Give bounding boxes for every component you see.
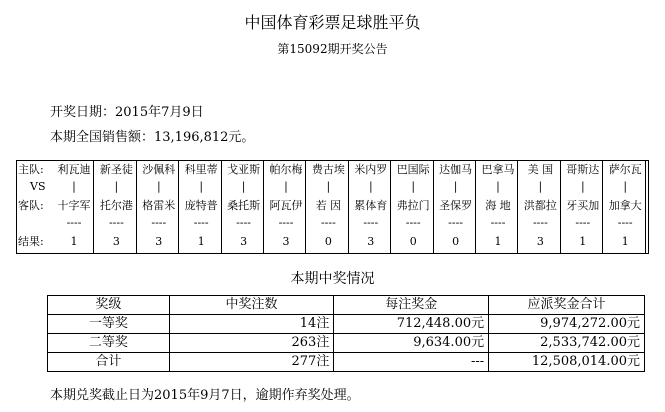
vs-mark: | — [156, 180, 161, 193]
column-divider — [560, 161, 561, 253]
home-team: 戈亚斯 — [227, 163, 261, 176]
dash-mark: ---- — [405, 216, 421, 229]
away-team: 牙买加 — [566, 199, 600, 212]
column-divider — [475, 161, 476, 253]
dash-mark: ---- — [363, 216, 379, 229]
away-team: 加拿大 — [608, 199, 642, 212]
column-divider — [178, 161, 179, 253]
prize-table — [47, 295, 645, 372]
vs-mark: | — [114, 180, 119, 193]
away-row — [16, 199, 648, 213]
result-value: 1 — [494, 235, 502, 248]
winners-cell: 14注 — [169, 315, 334, 334]
dash-mark: ---- — [108, 216, 124, 229]
result-value: 3 — [282, 235, 290, 248]
vs-mark: | — [199, 180, 204, 193]
home-team: 达伽马 — [439, 163, 473, 176]
vs-mark: | — [72, 180, 76, 193]
total-cell: 9,974,272.00元 — [489, 315, 645, 334]
home-team: 米内罗 — [354, 163, 388, 176]
away-team: 弗拉门 — [396, 199, 430, 212]
away-team: 洪都拉 — [523, 199, 557, 212]
away-label: 客队: — [18, 199, 44, 212]
draw-issue-subtitle: 第15092期开奖公告 — [277, 42, 388, 56]
dash-mark: ---- — [193, 216, 209, 229]
dash-mark: ---- — [278, 216, 294, 229]
away-team: 若 因 — [315, 199, 342, 212]
result-value: 1 — [621, 235, 629, 248]
vs-mark: | — [580, 180, 585, 193]
per-prize-cell: 712,448.00元 — [334, 315, 489, 334]
draw-date: 开奖日期：2015年7月9日 — [50, 105, 204, 120]
home-team: 萨尔瓦 — [608, 163, 642, 176]
total-cell: 2,533,742.00元 — [489, 334, 645, 353]
per-prize-cell: 9,634.00元 — [334, 334, 489, 353]
page-title: 中国体育彩票足球胜平负 — [244, 13, 421, 32]
result-value: 0 — [324, 235, 332, 248]
vs-mark: | — [368, 180, 373, 193]
vs-mark: | — [411, 180, 416, 193]
column-divider — [433, 161, 434, 253]
home-team: 巴国际 — [396, 163, 430, 176]
vs-label: VS — [30, 180, 46, 193]
vs-mark: | — [326, 180, 331, 193]
away-team: 阿瓦伊 — [269, 199, 303, 212]
sales-amount: 本期全国销售额：13,196,812元。 — [50, 130, 255, 145]
claim-deadline-note: 本期兑奖截止日为2015年9月7日，逾期作弃奖处理。 — [50, 388, 360, 403]
level-cell: 一等奖 — [48, 315, 170, 334]
winners-cell: 277注 — [169, 353, 334, 372]
result-value: 3 — [112, 235, 120, 248]
home-label: 主队: — [18, 163, 44, 176]
result-value: 3 — [240, 235, 248, 248]
header-total: 应派奖金合计 — [489, 296, 645, 315]
away-team: 桑托斯 — [227, 199, 261, 212]
result-value: 0 — [409, 235, 417, 248]
home-team: 巴拿马 — [481, 163, 515, 176]
column-divider — [645, 161, 646, 253]
dash-row — [16, 216, 648, 230]
header-winners: 中奖注数 — [169, 296, 334, 315]
dash-mark: ---- — [617, 216, 633, 229]
column-divider — [221, 161, 222, 253]
column-divider — [136, 161, 137, 253]
header-level: 奖级 — [48, 296, 170, 315]
result-value: 3 — [155, 235, 163, 248]
per-prize-cell: --- — [334, 353, 489, 372]
result-value: 1 — [579, 235, 587, 248]
dash-mark: ---- — [66, 216, 82, 229]
away-team: 庞特普 — [184, 199, 218, 212]
dash-mark: ---- — [151, 216, 167, 229]
home-team: 科里蒂 — [184, 163, 218, 176]
home-team: 费古埃 — [311, 163, 345, 176]
dash-mark: ---- — [448, 216, 464, 229]
away-team: 圣保罗 — [439, 199, 473, 212]
column-divider — [16, 161, 17, 253]
header-per-prize: 每注奖金 — [334, 296, 489, 315]
winners-cell: 263注 — [169, 334, 334, 353]
prize-row-first — [48, 315, 645, 334]
result-value: 0 — [452, 235, 460, 248]
prize-section-title: 本期中奖情况 — [290, 271, 375, 287]
prize-row-total — [48, 353, 645, 372]
total-cell: 12,508,014.00元 — [489, 353, 645, 372]
match-results-table — [16, 160, 649, 254]
column-divider — [93, 161, 94, 253]
vs-mark: | — [241, 180, 246, 193]
away-team: 海 地 — [485, 199, 511, 212]
away-team: 格雷米 — [142, 199, 176, 212]
home-team: 帕尔梅 — [269, 163, 303, 176]
result-value: 3 — [367, 235, 375, 248]
prize-header-row — [48, 296, 645, 315]
vs-mark: | — [623, 180, 628, 193]
dash-mark: ---- — [320, 216, 336, 229]
column-divider — [348, 161, 349, 253]
column-divider — [305, 161, 306, 253]
level-cell: 二等奖 — [48, 334, 170, 353]
column-divider — [517, 161, 518, 253]
column-divider — [602, 161, 603, 253]
home-team: 美 国 — [527, 163, 554, 176]
result-value: 1 — [197, 235, 205, 248]
away-team: 累体育 — [354, 199, 388, 212]
column-divider — [390, 161, 391, 253]
vs-row — [16, 180, 648, 194]
result-row — [16, 235, 648, 249]
result-value: 1 — [70, 235, 78, 248]
column-divider — [263, 161, 264, 253]
vs-mark: | — [496, 180, 500, 193]
dash-mark: ---- — [575, 216, 591, 229]
dash-mark: ---- — [236, 216, 252, 229]
home-team: 哥斯达 — [566, 163, 600, 176]
result-label: 结果: — [18, 235, 44, 248]
vs-mark: | — [453, 180, 458, 193]
away-team: 托尔港 — [99, 199, 133, 212]
home-row — [16, 163, 648, 177]
home-team: 新圣徒 — [99, 163, 133, 176]
vs-mark: | — [538, 180, 543, 193]
level-cell: 合计 — [48, 353, 170, 372]
home-team: 沙佩科 — [142, 163, 176, 176]
away-team: 十字军 — [57, 199, 91, 212]
result-value: 3 — [536, 235, 544, 248]
vs-mark: | — [284, 180, 288, 193]
prize-row-second — [48, 334, 645, 353]
dash-mark: ---- — [532, 216, 548, 229]
home-team: 利瓦迪 — [57, 163, 91, 176]
dash-mark: ---- — [490, 216, 506, 229]
